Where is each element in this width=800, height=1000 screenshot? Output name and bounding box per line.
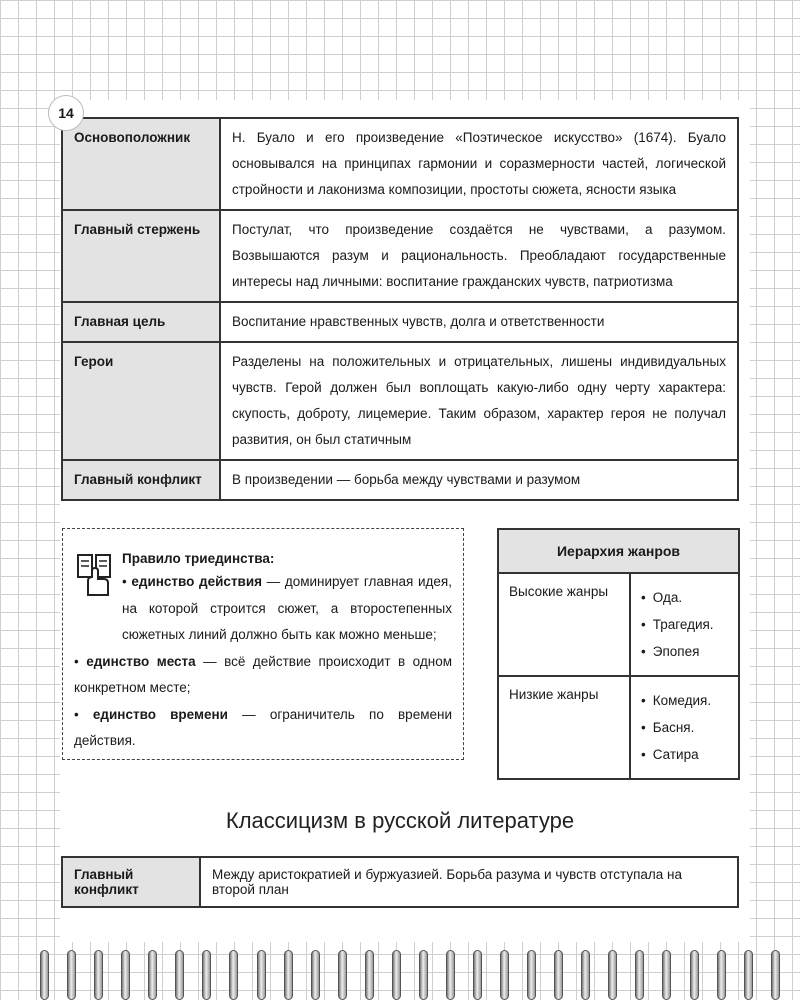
- spiral-ring: [365, 950, 374, 1000]
- list-item: • Басня.: [641, 714, 728, 741]
- table-row: [62, 302, 738, 342]
- spiral-ring: [527, 950, 536, 1000]
- spiral-ring: [635, 950, 644, 1000]
- row-key: Главный конфликт: [62, 460, 220, 500]
- spiral-ring: [229, 950, 238, 1000]
- bullet: •: [74, 653, 79, 669]
- bullet: •: [74, 706, 79, 722]
- spiral-ring: [67, 950, 76, 1000]
- genre-list-cell: [630, 676, 739, 779]
- trinity-rule-box: [62, 528, 464, 760]
- spiral-ring: [121, 950, 130, 1000]
- spiral-ring: [690, 950, 699, 1000]
- spiral-ring: [581, 950, 590, 1000]
- spiral-ring: [94, 950, 103, 1000]
- list-item: • Ода.: [641, 584, 728, 611]
- spiral-ring: [500, 950, 509, 1000]
- row-key: Главный конфликт: [62, 857, 200, 907]
- spiral-ring: [419, 950, 428, 1000]
- row-value: Постулат, что произведение создаётся не чувствами, а разумом. Возвышаются разум и рациональность. Преобладают государственные интересы над личными: воспитание гражданских чувств, патриотизма: [220, 210, 738, 302]
- row-key: Главный стержень: [62, 210, 220, 302]
- row-key: Главная цель: [62, 302, 220, 342]
- rule-text: — доминирует главная идея, на которой строится сюжет, а второстепенных сюжетных линий должно быть как можно меньше;: [122, 574, 452, 642]
- spiral-ring: [257, 950, 266, 1000]
- genre-list-cell: [630, 573, 739, 676]
- page-number: 14: [48, 95, 84, 131]
- genre-list: [641, 584, 728, 665]
- section-title: Классицизм в русской литературе: [225, 808, 575, 833]
- spiral-ring: [473, 950, 482, 1000]
- list-item: • Трагедия.: [641, 611, 728, 638]
- russian-classicism-table: [61, 856, 739, 908]
- table-row: [62, 342, 738, 460]
- rule-text: — всё действие происходит в одном конкретном месте;: [74, 653, 452, 695]
- list-item: • Эпопея: [641, 638, 728, 665]
- spiral-ring: [392, 950, 401, 1000]
- rule-item: [74, 649, 452, 702]
- spiral-ring: [744, 950, 753, 1000]
- bullet: •: [122, 574, 127, 589]
- rule-item: [74, 702, 452, 755]
- spiral-ring: [662, 950, 671, 1000]
- spiral-ring: [175, 950, 184, 1000]
- table-row: [62, 210, 738, 302]
- spiral-ring: [148, 950, 157, 1000]
- row-value: В произведении — борьба между чувствами и разумом: [220, 460, 738, 500]
- book-hand-icon: [74, 551, 114, 597]
- table-row: [498, 573, 739, 676]
- rule-term: единство действия: [131, 574, 263, 589]
- rule-term: единство времени: [92, 706, 228, 722]
- rule-text: — ограничитель по времени действия.: [74, 706, 452, 748]
- spiral-ring: [554, 950, 563, 1000]
- spiral-ring: [40, 950, 49, 1000]
- spiral-binding: [40, 950, 780, 1000]
- rule-item: [122, 569, 452, 649]
- row-value: Н. Буало и его произведение «Поэтическое искусство» (1674). Буало основывался на принципах гармонии и соразмерности частей, логической стройности и лаконизма композиции, простоты сюжета, ясности языка: [220, 118, 738, 210]
- list-item: • Сатира: [641, 741, 728, 768]
- row-value: Воспитание нравственных чувств, долга и ответственности: [220, 302, 738, 342]
- spiral-ring: [717, 950, 726, 1000]
- genre-list: [641, 687, 728, 768]
- table-row: [62, 857, 738, 907]
- spiral-ring: [338, 950, 347, 1000]
- spiral-ring: [446, 950, 455, 1000]
- row-key: Герои: [62, 342, 220, 460]
- table-row: [62, 118, 738, 210]
- rule-term: единство места: [86, 653, 196, 669]
- table-row: [62, 460, 738, 500]
- spiral-ring: [771, 950, 780, 1000]
- spiral-ring: [202, 950, 211, 1000]
- row-key: Основоположник: [62, 118, 220, 210]
- table-row: [498, 676, 739, 779]
- spiral-ring: [284, 950, 293, 1000]
- genre-group: Высокие жанры: [498, 573, 630, 676]
- spiral-ring: [311, 950, 320, 1000]
- spiral-ring: [608, 950, 617, 1000]
- classicism-table: [61, 117, 739, 501]
- row-value: Между аристократией и буржуазией. Борьба разума и чувств отступала на второй план: [200, 857, 738, 907]
- row-value: Разделены на положительных и отрицательных, лишены индивидуальных чувств. Герой должен был воплощать какую-либо одну черту характера: скупость, доброту, лицемерие. Таким образом, характер героя не получал развития, он был статичным: [220, 342, 738, 460]
- genre-group: Низкие жанры: [498, 676, 630, 779]
- genre-hierarchy-table: [497, 528, 740, 780]
- genres-header: Иерархия жанров: [498, 529, 739, 573]
- list-item: • Комедия.: [641, 687, 728, 714]
- rule-title: Правило триединства:: [122, 551, 275, 566]
